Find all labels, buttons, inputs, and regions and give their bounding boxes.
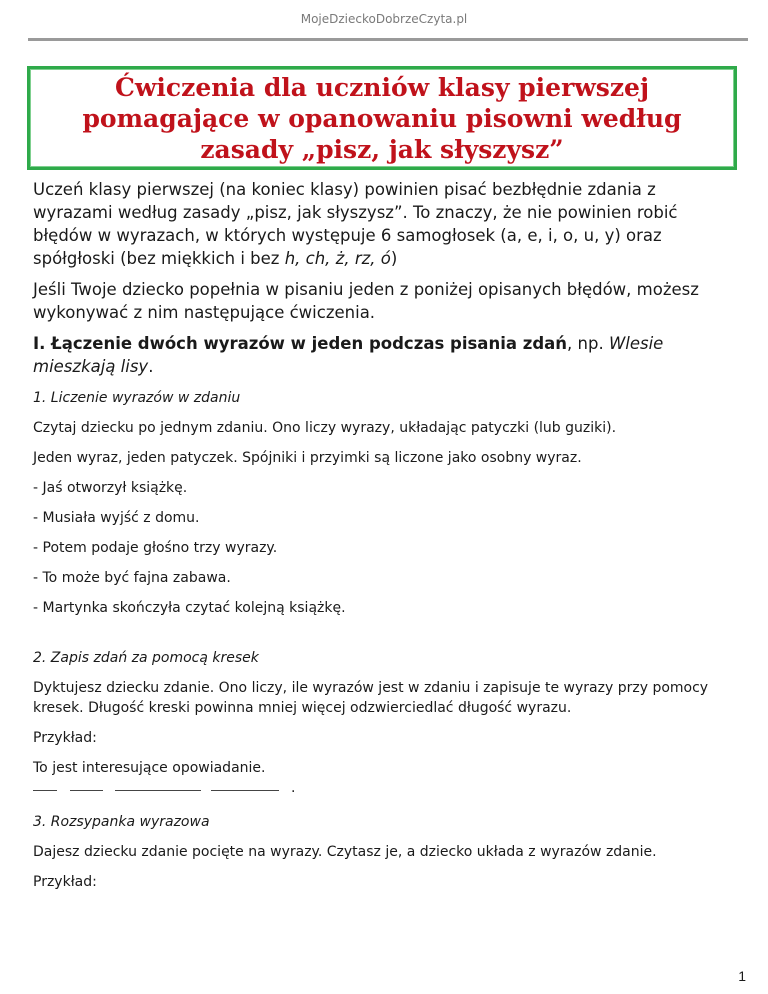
intro-paragraph	[33, 178, 733, 270]
sentence-end-dot: .	[291, 780, 296, 796]
header-divider	[28, 38, 748, 41]
list-item: - Jaś otworzył książkę.	[33, 480, 188, 496]
example-sentence: To jest interesujące opowiadanie.	[33, 760, 266, 776]
section-heading-end: .	[148, 357, 154, 376]
word-dash	[211, 790, 279, 791]
exercise-3-paragraph: Dajesz dziecku zdanie pocięte na wyrazy. Czytasz je, a dziecko układa z wyrazów zdanie.	[33, 844, 657, 860]
list-item: - Musiała wyjść z domu.	[33, 510, 200, 526]
exercise-2-paragraph: Dyktujesz dziecku zdanie. Ono liczy, ile wyrazów jest w zdaniu i zapisuje te wyrazy przy pomocy kresek. Długość kreski powinna mniej więcej odzwierciedlać długość wyrazu.	[33, 680, 709, 716]
exercise-1-paragraph-2: Jeden wyraz, jeden patyczek. Spójniki i przyimki są liczone jako osobny wyraz.	[33, 450, 582, 466]
exercise-1-paragraph-1: Czytaj dziecku po jednym zdaniu. Ono liczy wyrazy, układając patyczki (lub guziki).	[33, 420, 617, 436]
page-number: 1	[738, 968, 746, 984]
word-dash	[70, 790, 103, 791]
word-dashes	[33, 780, 733, 806]
site-header: MojeDzieckoDobrzeCzyta.pl	[300, 12, 468, 26]
list-item: - Martynka skończyła czytać kolejną książkę.	[33, 600, 346, 616]
section-heading-example: Wlesie mieszkają lisy	[33, 334, 664, 376]
exercise-2-title: 2. Zapis zdań za pomocą kresek	[33, 650, 259, 666]
list-item: - To może być fajna zabawa.	[33, 570, 231, 586]
intro-text: Uczeń klasy pierwszej (na koniec klasy) powinien pisać bezbłędnie zdania z wyrazami według zasady „pisz, jak słyszysz”. To znaczy, że nie powinien robić błędów w wyrazach, w których występuje 6 samogłosek (a, e, i, o, u, y) oraz spółgłoski (bez miękkich i bez	[33, 180, 678, 268]
example-label: Przykład:	[33, 730, 97, 746]
example-label: Przykład:	[33, 874, 97, 890]
word-dash	[33, 790, 57, 791]
exercise-1-title: 1. Liczenie wyrazów w zdaniu	[33, 390, 241, 406]
intro-end: )	[390, 249, 398, 268]
intro-italic-letters: h, ch, ż, rz, ó	[284, 249, 391, 268]
section-heading-rest: , np.	[567, 334, 609, 353]
title-line-1: Ćwiczenia dla uczniów klasy pierwszej	[115, 72, 649, 102]
list-item: - Potem podaje głośno trzy wyrazy.	[33, 540, 278, 556]
page-title	[72, 72, 691, 165]
section-heading-bold: I. Łączenie dwóch wyrazów w jeden podczas pisania zdań	[33, 334, 568, 353]
title-box	[27, 66, 737, 170]
word-dash	[115, 790, 201, 791]
section-heading	[33, 332, 733, 378]
exercise-3-title: 3. Rozsypanka wyrazowa	[33, 814, 210, 830]
title-line-3: zasady „pisz, jak słyszysz”	[200, 134, 564, 164]
title-line-2: pomagające w opanowaniu pisowni według	[82, 103, 682, 133]
intro-paragraph-2: Jeśli Twoje dziecko popełnia w pisaniu jeden z poniżej opisanych błędów, możesz wykonywać z nim następujące ćwiczenia.	[33, 280, 699, 322]
document-body	[33, 178, 733, 892]
